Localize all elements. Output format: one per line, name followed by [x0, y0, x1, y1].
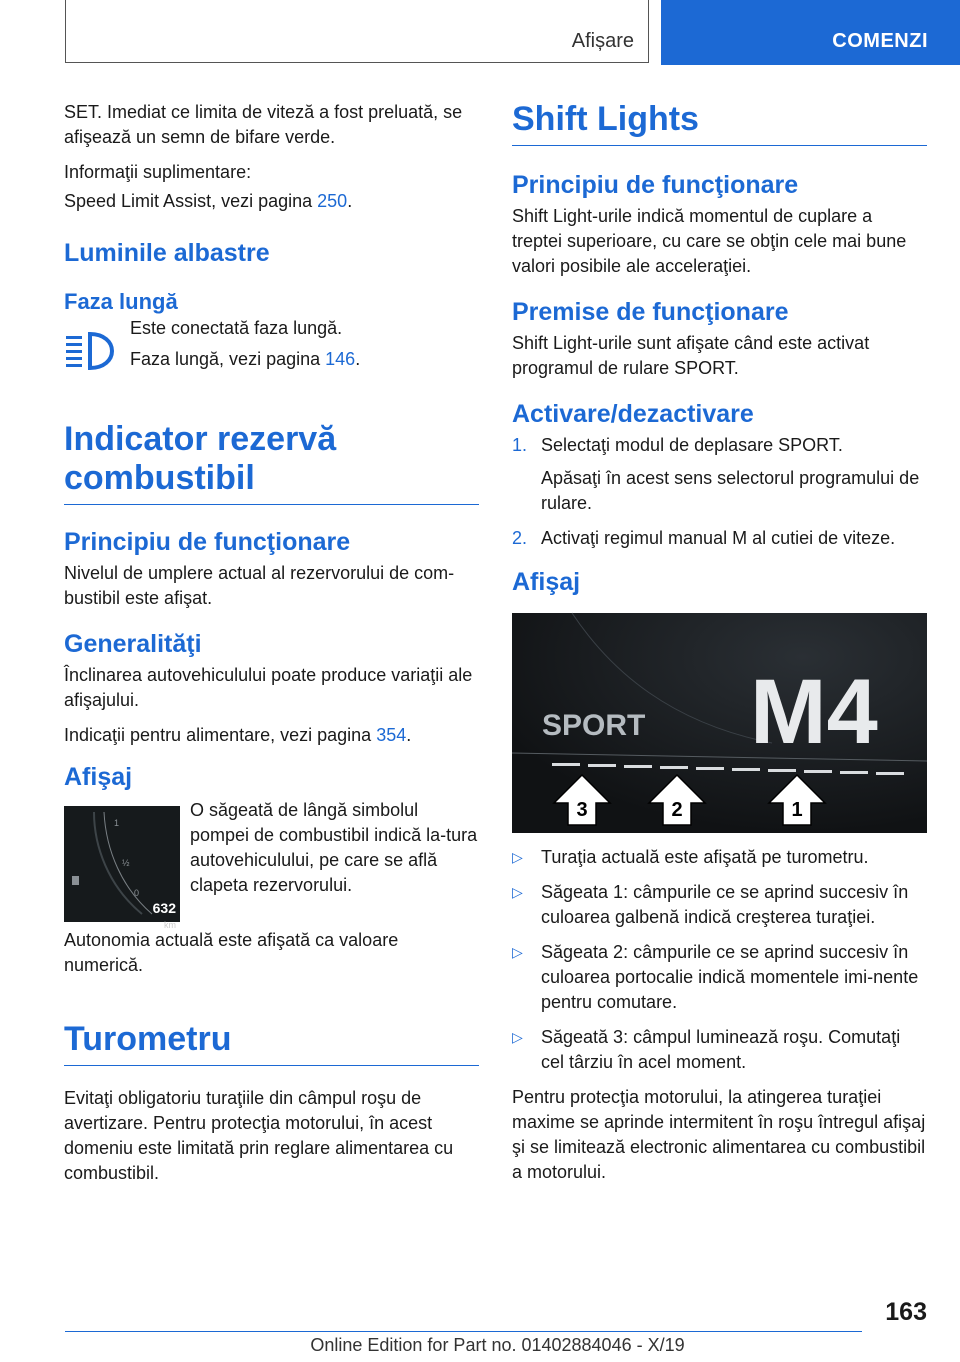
- paragraph-inclinarea: Înclinarea autovehiculului poate produce variaţii ale afişajului.: [64, 665, 473, 710]
- triangle-bullet-icon: ▷: [512, 884, 523, 900]
- steps-list: [512, 433, 927, 551]
- fuel-range-unit: km: [164, 920, 176, 930]
- paragraph-alimentare: Indicaţii pentru alimentare, vezi pagina 354.: [64, 725, 412, 745]
- footer-divider: [65, 1331, 862, 1332]
- paragraph-info-label: Informaţii suplimentare:: [64, 162, 252, 182]
- page-link-146[interactable]: 146: [325, 349, 356, 369]
- paragraph-principiu-right: Shift Light-urile indică momentul de cuplare a treptei superioare, cu care se obţin cele mai bune valori posibile ale acceleraţiei.: [512, 206, 907, 276]
- triangle-bullet-icon: ▷: [512, 944, 523, 960]
- header-tab-label: COMENZI: [832, 30, 928, 52]
- svg-text:½: ½: [122, 858, 130, 868]
- high-beam-block: [64, 316, 479, 382]
- triangle-bullet-icon: ▷: [512, 849, 523, 865]
- fuel-display-block: [64, 798, 479, 930]
- heading-generalitati: Generalităţi: [64, 630, 202, 658]
- list-item: 1. Selectaţi modul de deplasare SPORT. Apăsaţi în acest sens selectorul programului de rulare.: [512, 435, 920, 513]
- fuel-range-value: 632: [152, 900, 176, 916]
- paragraph-protectia: Pentru protecţia motorului, la atingerea turaţiei maxime se aprinde intermitent în roşu întregul afişaj şi se limitează electronic alimentarea cu combustibil a motorului.: [512, 1087, 926, 1182]
- heading-principiu-left: Principiu de funcţionare: [64, 528, 351, 556]
- high-beam-text: Este conectată faza lungă.: [130, 318, 343, 338]
- heading-premise: Premise de funcţionare: [512, 298, 789, 326]
- right-column: [512, 100, 927, 1195]
- heading-principiu-right: Principiu de funcţionare: [512, 171, 799, 199]
- svg-text:0: 0: [134, 888, 140, 898]
- heading-luminile-albastre: Luminile albastre: [64, 239, 270, 267]
- paragraph-premise: Shift Light-urile sunt afişate când este activat programul de rulare SPORT.: [512, 333, 870, 378]
- paragraph-sageata: O săgeată de lângă simbolul pompei de combustibil indică la-tura autovehiculului, pe care se află clapeta rezervorului.: [190, 800, 478, 895]
- fuel-gauge-image: [64, 806, 180, 930]
- page-number: 163: [885, 1298, 927, 1326]
- heading-afisaj-right: Afişaj: [512, 568, 581, 596]
- header-section-title: Afișare: [571, 30, 634, 52]
- list-item: ▷ Turaţia actuală este afişată pe turometru.: [512, 845, 927, 870]
- paragraph-autonomia: Autonomia actuală este afişată ca valoare numerică.: [64, 930, 399, 975]
- paragraph-set: SET. Imediat ce limita de viteză a fost preluată, se afişează un semn de bifare verde.: [64, 102, 463, 147]
- svg-text:1: 1: [114, 818, 120, 828]
- shift-lights-image: [512, 613, 927, 833]
- high-beam-ref: Faza lungă, vezi pagina 146.: [130, 349, 361, 369]
- footer-edition: Online Edition for Part no. 01402884046 - X/19: [310, 1335, 685, 1355]
- paragraph-principiu-left: Nivelul de umplere actual al rezervorului de com-bustibil este afişat.: [64, 563, 455, 608]
- shift-gear-label: M4: [750, 661, 878, 763]
- arrow-label-3: 3: [576, 799, 588, 821]
- heading-shift-lights: Shift Lights: [512, 100, 927, 146]
- page-link-354[interactable]: 354: [376, 725, 407, 745]
- paragraph-speed-limit: Speed Limit Assist, vezi pagina 250.: [64, 191, 353, 211]
- heading-activare: Activare/dezactivare: [512, 400, 754, 428]
- high-beam-icon: [64, 316, 130, 382]
- arrow-label-1: 1: [791, 799, 803, 821]
- heading-faza-lunga: Faza lungă: [64, 289, 178, 314]
- list-item: 2. Activaţi regimul manual M al cutiei de viteze.: [512, 528, 896, 548]
- heading-indicator-rezerva: Indicator rezervă combustibil: [64, 420, 479, 505]
- left-column: [64, 100, 479, 1196]
- header-section-box: [65, 0, 649, 63]
- paragraph-turometru: Evitaţi obligatoriu turaţiile din câmpul roşu de avertizare. Pentru protecţia motorului, în acest domeniu este limitată prin reglare alimentarea cu combustibil.: [64, 1088, 454, 1183]
- triangle-bullet-icon: ▷: [512, 1029, 523, 1045]
- list-item: ▷ Săgeata 1: câmpurile ce se aprind succesiv în culoarea galbenă indică creşterea turaţiei.: [512, 880, 927, 930]
- heading-afisaj-left: Afişaj: [64, 763, 133, 791]
- bullets-list: [512, 845, 927, 1075]
- page-link-250[interactable]: 250: [317, 191, 348, 211]
- heading-turometru: Turometru: [64, 1020, 479, 1066]
- list-item: ▷ Săgeată 3: câmpul luminează roşu. Comutaţi cel târziu în acel moment.: [512, 1025, 927, 1075]
- list-item: ▷ Săgeata 2: câmpurile ce se aprind succesiv în culoarea portocalie indică momentele imi-nente pentru comutare.: [512, 940, 927, 1015]
- arrow-label-2: 2: [671, 799, 683, 821]
- shift-mode-label: SPORT: [542, 709, 646, 742]
- header-tab-comenzi[interactable]: [661, 0, 960, 65]
